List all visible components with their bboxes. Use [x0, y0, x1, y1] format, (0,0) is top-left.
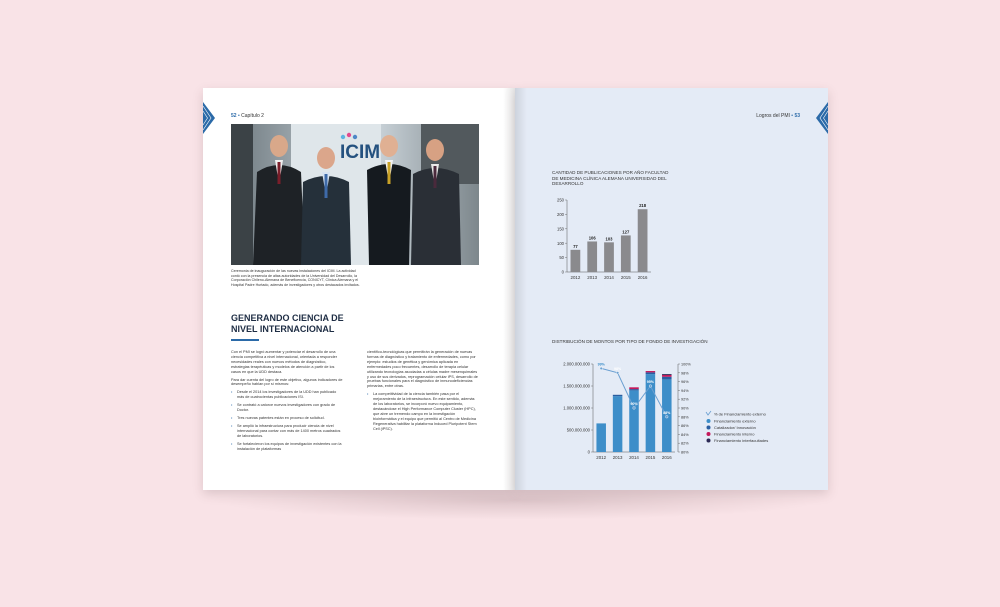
bullet-item: • Se amplió la infraestructura para producir ciencia de nivel internacional para contar con más de 1400 metros cuadrados de laboratorios. [231, 424, 343, 439]
chart2-bar-segment [629, 387, 639, 389]
chart1-bar [571, 250, 581, 272]
left-page [203, 88, 515, 490]
chart1-bar [621, 235, 631, 272]
funding-chart [531, 356, 811, 468]
legend-line-icon [706, 411, 711, 415]
chart2-line-point [633, 407, 636, 410]
chart2-x-tick-label: 2012 [596, 455, 607, 460]
publications-chart [545, 196, 665, 288]
chart2-bar-segment [629, 390, 639, 452]
photo-caption: Ceremonia de inauguración de las nuevas instalaciones del ICIM. La actividad contó con la presencia de altas autoridades de la Universidad del Desarrollo, la Corporación Chileno-Alemana de Beneficencia, CONICYT, Clínica Alemana y el Hospital Padre Hurtado, además de investigadores y otros destacados invitados. [231, 269, 360, 287]
chart1-data-label: 127 [622, 229, 630, 235]
chart2-bar-segment [596, 423, 606, 452]
chart2-bar-segment [613, 395, 623, 396]
chart2-y2-tick-label: 98% [681, 371, 689, 376]
chart2-y2-tick-label: 100% [681, 362, 691, 367]
chart2-y-tick-label: 2.000.000.000 [563, 361, 590, 367]
running-head-left-text: Capítulo 2 [241, 113, 264, 119]
chart2-line-label: 98% [613, 366, 622, 371]
chart1-y-tick-label: 50 [559, 255, 564, 261]
chart1-y-tick-label: 0 [561, 269, 564, 275]
legend-label: Financiamiento interno [714, 431, 755, 437]
chart2-y2-tick-label: 84% [681, 432, 689, 437]
chart1-x-tick-label: 2014 [604, 275, 614, 280]
chart2-line-label: 95% [646, 380, 655, 384]
chart1-data-label: 106 [588, 235, 596, 241]
chart2-y2-tick-label: 90% [681, 406, 689, 411]
chart1-title: CANTIDAD DE PUBLICACIONES POR AÑO FACULTAD DE MEDICINA CLÍNICA ALEMANA UNIVERSIDAD DEL DESARROLLO [552, 170, 669, 187]
right-page [515, 88, 828, 490]
inauguration-photo [231, 124, 479, 265]
chart2-line-label: 90% [630, 402, 638, 406]
chart2-line-point [649, 385, 652, 388]
chart2-y-tick-label: 1.000.000.000 [563, 405, 590, 411]
legend-label: % de Financiamiento externo [714, 411, 766, 417]
chart2-bar-segment [646, 371, 656, 372]
legend-label: Financiamiento interfacultades [714, 437, 769, 443]
chart1-data-label: 103 [605, 236, 613, 242]
icim-sign-text: ICIM [340, 142, 381, 163]
section-title: GENERANDO CIENCIA DE NIVEL INTERNACIONAL [231, 313, 344, 334]
chart2-x-tick-label: 2014 [629, 455, 639, 460]
chart2-line-point [666, 416, 669, 419]
chart1-bar [604, 242, 614, 272]
chart2-y-tick-label: 0 [587, 449, 590, 455]
chart2-bar-segment [613, 396, 623, 452]
bullet-item: • Se contrató a catorce nuevos investigadores con grado de Doctor. [231, 403, 343, 413]
bullet-item: • Desde el 2014 los investigadores de la UDD han publicado más de cuatrocientas publicaciones ISI. [231, 390, 343, 400]
chart2-y2-tick-label: 92% [681, 397, 689, 402]
bullet-list [231, 390, 343, 451]
legend-swatch [707, 426, 711, 430]
bullet-item: • Se fortalecieron los equipos de investigación existentes con la instalación de plataformas [231, 442, 343, 452]
chart1-x-tick-label: 2013 [587, 275, 598, 280]
chart1-y-tick-label: 150 [557, 226, 564, 232]
chart2-x-tick-label: 2016 [661, 455, 672, 460]
bullet-item: • Tres nuevas patentes están en proceso de solicitud. [231, 416, 343, 421]
chart2-bar-segment [662, 375, 672, 377]
chart1-data-label: 77 [573, 243, 578, 249]
bullet-item: • La competitividad de la ciencia también pasa por el mejoramiento de la infraestructura. En este sentido, además de los laboratorios, se incorporó nuevo equipamiento, destacándose el High Performance Computer Cluster (HPC), que abre un tremendo campo en la investigación bioinformática y el equipo que permitió al Centro de Medicina Regenerativa habilitar la plataforma Induced Pluripotent Stem Cell (iPSC). [367, 392, 479, 431]
chapter-tab-right [816, 102, 828, 134]
chart2-y2-tick-label: 94% [681, 388, 689, 393]
chart2-line-point [616, 372, 619, 375]
chart2-bar-segment [662, 377, 672, 380]
chart2-line-label: 88% [663, 410, 671, 415]
chart2-title: DISTRIBUCIÓN DE MONTOS POR TIPO DE FONDO DE INVESTIGACIÓN [552, 339, 708, 344]
chart2-bar-segment [662, 374, 672, 375]
chart2-y-tick-label: 500.000.000 [566, 427, 590, 433]
chart2-line-point [600, 367, 603, 370]
running-head-right: Logros del PMI • 53 [756, 113, 800, 119]
paragraph: Para dar cuenta del logro de este objetivo, algunos indicadores de desempeño hablan por sí mismos: [231, 377, 343, 387]
page-number-left: 52 [231, 113, 237, 119]
running-head-right-text: Logros del PMI [756, 113, 790, 119]
text-column-1 [231, 350, 343, 454]
chart1-bar [638, 209, 648, 272]
title-rule [231, 339, 259, 341]
legend-label: Financiamiento externo [714, 418, 756, 424]
chart2-bar-segment [646, 372, 656, 374]
chart2-x-tick-label: 2013 [612, 455, 623, 460]
chart2-y2-tick-label: 82% [681, 441, 689, 446]
chart1-bar [587, 241, 597, 272]
paragraph: científico-tecnológicas que permitirán la generación de nuevas formas de diagnóstico y tratamiento de enfermedades, como por ejemplo: estudios de genética y genómica aplicada en enfermedades poco frecuentes, desarrollo de terapia celular utilizando tecnologías asociadas a células madre mesenquimales y uso de sus derivados, reprogramación celular iPS, desarrollo de pruebas funcionales para el diagnóstico de inmunodeficiencias primarias, entre otras. [367, 350, 478, 389]
page-number-right: 53 [794, 113, 800, 119]
chart2-line-label: 99% [597, 362, 605, 367]
chart1-x-tick-label: 2012 [570, 275, 581, 280]
chart1-y-tick-label: 200 [557, 212, 564, 217]
chart2-y2-tick-label: 80% [681, 450, 689, 455]
text-column-2 [367, 350, 479, 435]
legend-label: Catalizador/ Innovación [714, 424, 756, 430]
chart1-x-tick-label: 2016 [637, 275, 648, 280]
paragraph: Con el PMI se logró aumentar y potenciar el desarrollo de una ciencia competitiva a nivel internacional, orientada a responder necesidades reales con nuevos métodos de diagnóstico, estrategias terapéuticas y modelos de atención a partir de los casos en que la UDD destaca. [231, 350, 337, 374]
chart1-data-label: 218 [639, 203, 647, 209]
chapter-tab-left [203, 102, 215, 134]
running-head-left: 52 • Capítulo 2 [231, 113, 264, 119]
legend-swatch [707, 419, 711, 423]
legend-swatch [707, 432, 711, 436]
chart2-y2-tick-label: 86% [681, 424, 689, 429]
legend-swatch [707, 439, 711, 443]
chart2-y2-tick-label: 96% [681, 380, 689, 385]
chart2-x-tick-label: 2015 [645, 455, 656, 460]
chart2-bar-segment [629, 389, 639, 390]
bullet-list [367, 392, 479, 431]
chart1-x-tick-label: 2015 [620, 275, 631, 280]
chart1-y-tick-label: 100 [557, 240, 564, 246]
chart2-y2-tick-label: 88% [681, 415, 689, 420]
chart1-y-tick-label: 250 [557, 197, 564, 203]
chart2-y-tick-label: 1.500.000.000 [563, 383, 590, 389]
